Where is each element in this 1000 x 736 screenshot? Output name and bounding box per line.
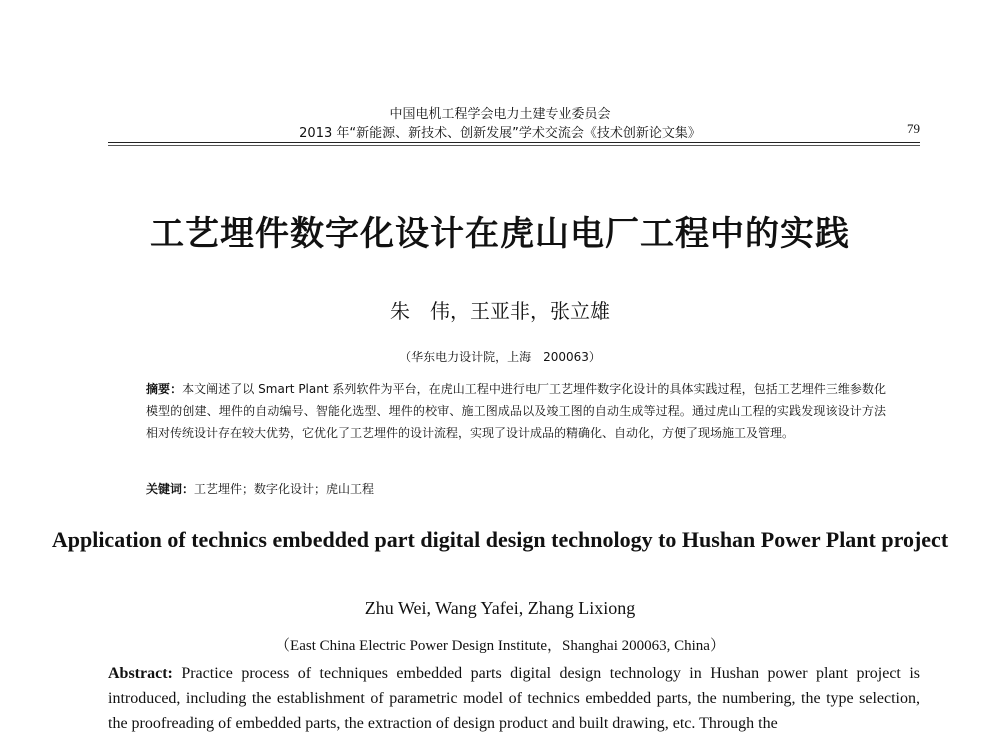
chinese-abstract-label: 摘要： [146,382,183,396]
chinese-authors: 朱 伟，王亚非，张立雄 [390,299,610,323]
chinese-title: 工艺埋件数字化设计在虎山电厂工程中的实践 [150,214,850,254]
english-abstract [108,661,920,736]
header-rule [108,142,920,143]
english-authors: Zhu Wei, Wang Yafei, Zhang Lixiong [364,598,636,618]
english-abstract-label: Abstract: [108,665,173,682]
chinese-affiliation: （华东电力设计院，上海 200063） [399,350,601,364]
chinese-abstract-text: 本文阐述了以 Smart Plant 系列软件为平台，在虎山工程中进行电厂工艺埋件数字化设计的具体实践过程，包括工艺埋件三维参数化模型的创建、埋件的自动编号、智能化选型、埋件的校审、施工图成品以及竣工图的自动生成等过程。通过虎山工程的实践发现该设计方法相对传统设计存在较大优势，它优化了工艺埋件的设计流程，实现了设计成品的精确化、自动化，方便了现场施工及管理。 [146,382,886,440]
page-number: 79 [907,121,920,136]
english-abstract-text: Practice process of techniques embedded parts digital design technology in Hushan power plant project is introduced, including the establishment of parametric model of technics embedded parts, the numbering, the type selection, the proofreading of embedded parts, the extraction of design product and built drawing, etc. Through the [108,665,920,732]
english-title: Application of technics embedded part digital design technology to Hushan Power Plant project [51,527,949,552]
chinese-keywords-text: 工艺埋件；数字化设计；虎山工程 [194,482,375,496]
header-rule-secondary [108,145,920,146]
chinese-keywords-label: 关键词： [146,482,195,496]
english-affiliation: （East China Electric Power Design Institute，Shanghai 200063, China） [275,638,725,654]
header-society: 中国电机工程学会电力土建专业委员会 [389,107,611,122]
chinese-abstract [146,378,886,444]
chinese-keywords [146,480,886,497]
header-proceedings: 2013 年“新能源、新技术、创新发展”学术交流会《技术创新论文集》 [299,126,701,141]
